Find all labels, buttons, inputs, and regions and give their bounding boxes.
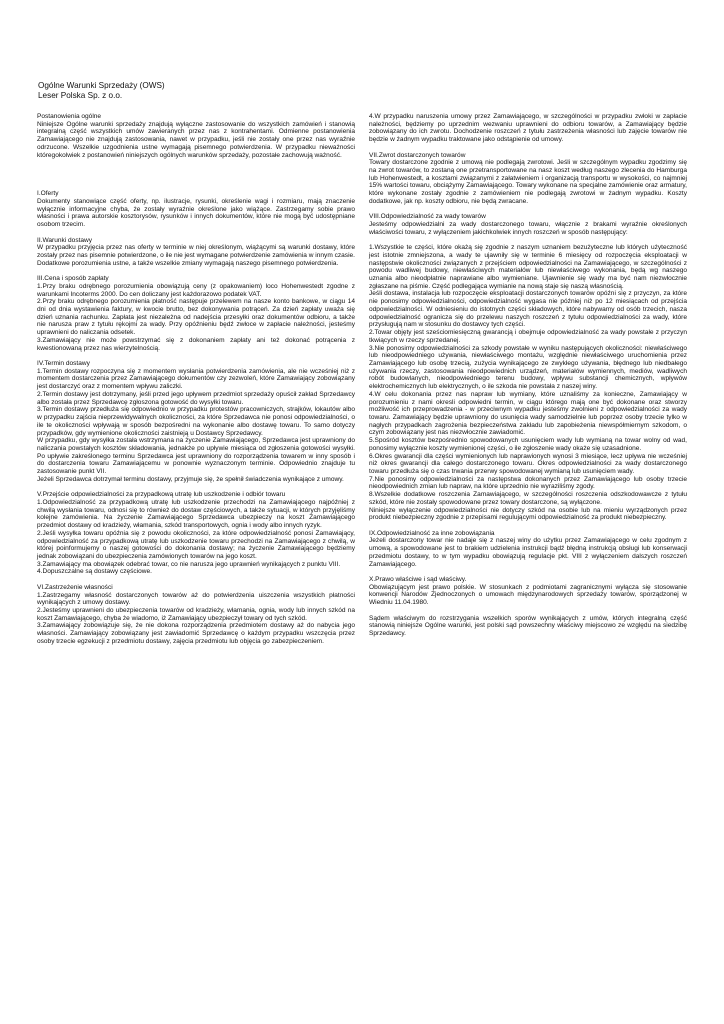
- section-title: VII.Zwrot dostarczonych towarów: [369, 151, 466, 159]
- section-title: II.Warunki dostawy: [37, 236, 93, 244]
- section: [37, 237, 355, 268]
- section-paragraph: 3.Termin dostawy przedłuża się odpowiednio w przypadku protestów pracowniczych, strajków, lokautów albo w przypadku zajścia nieprzewidywalnych okoliczności, za które Sprzedawca nie ponosi odpowiedzialności, o ile te okoliczności wpływają w sposób bezpośredni na wykonanie albo dostawę towaru. To samo dotyczy przypadków, gdy wymienione okoliczności zaistnieją u Dostawcy Sprzedawcy.: [37, 406, 355, 437]
- section-paragraph: [369, 236, 687, 244]
- section-title: IX.Odpowiedzialność za inne zobowiązania: [369, 529, 495, 537]
- company-name: Leser Polska Sp. z o.o.: [38, 91, 123, 100]
- section: [37, 275, 355, 352]
- section-paragraph: 2.Jesteśmy uprawnieni do ubezpieczenia towarów od kradzieży, włamania, ognia, wody lub innych szkód na koszt Zamawiającego, chyba że wiadomo, iż Zamawiający ubezpieczył towary od tych szkód.: [37, 606, 355, 622]
- section-title: X.Prawo właściwe i sąd właściwy.: [369, 576, 467, 583]
- section-title: III.Cena i sposób zapłaty: [37, 275, 109, 283]
- section-paragraph: Jesteśmy odpowiedzialni za wady dostarczonego towaru, włącznie z brakami wyraźnie określonych właściwości towaru, z wyłączeniem jakichkolwiek innych roszczeń w sposób następujący:: [369, 221, 687, 236]
- section-paragraph: 4.W przypadku naruszenia umowy przez Zamawiającego, w szczególności w przypadku zwłoki w zapłacie należności, będziemy po uprzednim wezwaniu uprawnieni do odbioru towarów, a Zamawiający będzie zobowiązany do ich zwrotu. Dochodzenie roszczeń z tytułu zastrzeżenia własności lub zajęcie towarów nie będzie w żadnym wypadku traktowane jako odstąpienie od umowy.: [369, 113, 687, 144]
- section-paragraph: 2.Termin dostawy jest dotrzymany, jeśli przed jego upływem przedmiot sprzedaży opuścił zakład Sprzedawcy albo została przez Sprzedawcę zgłoszona gotowość do wysyłki towaru.: [37, 390, 355, 406]
- section-paragraph: 5.Spośród kosztów bezpośrednio spowodowanych usunięciem wady lub wymianą na towar wolny od wad, ponosimy wyłącznie koszty wymienionej części, o ile zgłoszenie wady okaże się uzasadnione.: [369, 437, 687, 452]
- section-paragraph: Towary dostarczone zgodnie z umową nie podlegają zwrotowi. Jeśli w szczególnym wypadku zgodzimy się na zwrot towarów, to zostaną one przetransportowane na nasz koszt według naszego zlecenia do Hamburga lub Hohenwestedt, a kosztami związanymi z załatwieniem i organizacją transportu w wysokości, co najmniej 15% wartości towaru, obciążymy Zamawiającego. Towary wykonane na specjalne zamówienie oraz armatury, które wykonane zostały zgodnie z zamówieniem nie podlegają zwrotowi w żadnym wypadku. Koszty dodatkowe, jak np. koszty odbioru, nie będą zwracane.: [369, 159, 687, 205]
- section-paragraph: 4.Dopuszczalne są dostawy częściowe.: [37, 568, 152, 576]
- section-paragraph: 2.Przy braku odrębnego porozumienia płatność następuje przelewem na nasze konto bankowe, w ciągu 14 dni od dnia wystawienia faktury, w kwocie brutto, bez dokonywania potrąceń. Za dzień zapłaty uważa się dzień uznania rachunku. Zapłata jest niezależna od nadejścia przesyłki oraz dokumentów odbioru, a także nie narusza praw z tytułu rękojmi za wady. Przy opóźnieniu będź zwłoce w zapłacie należności, jesteśmy uprawnieni do naliczania odsetek.: [37, 298, 355, 337]
- right-column: [369, 113, 687, 645]
- section-paragraph: 3.Nie ponosimy odpowiedzialności za szkody powstałe w wyniku następujących okoliczności: niewłaściwego lub nieodpowiedniego używania, niewłaściwego montażu, względnie niewłaściwego uruchomienia przez Zamawiającego lub osobę trzecią, zużycia wynikającego ze zwykłego używania, błędnego lub niedbałego używania rzeczy, zastosowania nieodpowiednich urządzeń, materiałów wymiennych, mediów, wadliwych robót budowlanych, nieodpowiedniego terenu budowy, wpływu substancji chemicznych, wpływów elektrochemicznych lub elektrycznych, o ile szkoda nie powstała z naszej winy.: [369, 344, 687, 391]
- section-paragraph: 2.Jeśli wysyłka towaru opóźnia się z powodu okoliczności, za które odpowiedzialność ponosi Zamawiający, odpowiedzialność za przypadkową utratę lub uszkodzenie towaru przechodzi na Zamawiającego z chwilą, w której poinformujemy o naszej gotowości do dokonania dostawy; na życzenie Zamawiającego będziemy jednak zobowiązani do ubezpieczenia zamówionych towarów na jego koszt.: [37, 529, 355, 560]
- section: [369, 530, 687, 569]
- section-paragraph: 7.Nie ponosimy odpowiedzialności za następstwa dokonanych przez Zamawiającego lub osoby trzecie nieodpowiednich zmian lub napraw, na które uprzednio nie wyraziliśmy zgody.: [369, 475, 687, 491]
- section-paragraph: 1.Wszystkie te części, które okażą się zgodnie z naszym uznaniem bezużyteczne lub których użyteczność jest istotnie zmniejszona, a wady te ujawniły się w terminie 6 miesięcy od rozpoczęcia eksploatacji w następstwie okoliczności związanych z przejściem odpowiedzialności na Zamawiającego, w szczególności z powodu wadliwej budowy, niewłaściwych materiałów lub niewłaściwego wykonania, będą wg naszego uznania albo nieodpłatnie naprawiane albo wymieniane. Ujawnienie się wady ma być nam niezwłocznie zgłaszane na piśmie. Część podlegająca wymianie na nową staje się naszą własnością.: [369, 244, 687, 290]
- document-title: Ogólne Warunki Sprzedaży (OWS): [38, 81, 165, 90]
- section: [369, 576, 687, 638]
- section-paragraph: 1.Odpowiedzialność za przypadkową utratę lub uszkodzenie przechodzi na Zamawiającego najpóźniej z chwilą wysłania towaru, odnosi się to również do dostaw częściowych, a także sytuacji, w których przyjęliśmy kolejne zamówienia. Na życzenie Zamawiającego Sprzedawca ubezpieczy na koszt Zamawiającego przedmiot dostawy od kradzieży, włamania, szkód transportowych, ognia i wody albo innych ryzyk.: [37, 498, 355, 530]
- section-title: IV.Termin dostawy: [37, 360, 90, 368]
- section: [37, 190, 355, 229]
- section: [37, 360, 355, 484]
- section-title: I.Oferty: [37, 190, 59, 198]
- section-paragraph: 6.Okres gwarancji dla części wymienionych lub naprawionych wynosi 3 miesiące, lecz upływa nie wcześniej niż okres gwarancji dla całego dostarczonego towaru. Okres odpowiedzialności za wady dostarczonego towaru przedłuża się o czas trwania przerwy spowodowanej wymianą lub usunięciem wady.: [369, 452, 687, 475]
- section-paragraph: 3.Zamawiający nie może powstrzymać się z dokonaniem zapłaty ani też dokonać potrącenia z kwestionowaną przez nas wierzytelnością.: [37, 336, 355, 352]
- section-title: VIII.Odpowiedzialność za wady towarów: [369, 213, 486, 221]
- section-paragraph: 1.Termin dostawy rozpoczyna się z momentem wysłania potwierdzenia zamówienia, ale nie wcześniej niż z momentem dostarczenia przez Zamawiającego dokumentów czy zezwoleń, które Zamawiający zobowiązany jest dostarczyć oraz z momentem wpływu zaliczki.: [37, 367, 355, 391]
- section-paragraph: W przypadku, gdy wysyłka została wstrzymana na życzenie Zamawiającego, Sprzedawca jest uprawniony do naliczania powstałych kosztów składowania, jednakże po upływie miesiąca od zgłoszenia gotowości wysyłki. Po upływie zakreślonego terminu Sprzedawca jest uprawniony do rozporządzenia towarem w inny sposób i do dostarczenia towaru Zamawiającemu w ponownie wyznaczonym terminie. Odpowiednio znajduje tu zastosowanie punkt VII.: [37, 437, 355, 476]
- section-paragraph: Jeżeli dostarczony towar nie nadaje się z naszej winy do użytku przez Zamawiającego w celu zgodnym z umową, a spowodowane jest to brakiem udzielenia instrukcji bądź błędną instrukcją obsługi lub konserwacji przedmiotu dostawy, to w tym wypadku obowiązują regulacje pkt. VIII z wyłączeniem dalszych roszczeń Zamawiającego.: [369, 537, 687, 568]
- section: [369, 152, 687, 206]
- section-paragraph: 8.Wszelkie dodatkowe roszczenia Zamawiającego, w szczególności roszczenia odszkodowawcze z tytułu szkód, które nie zostały spowodowane przez towary dostarczone, są wyłączone.: [369, 491, 687, 506]
- section-paragraph: Obowiązującym jest prawo polskie. W stosunkach z podmiotami zagranicznymi wyłącza się stosowanie konwencji Narodów Zjednoczonych o umowach międzynarodowych sprzedaży towarów, sporządzonej w Wiedniu 11.04.1980.: [369, 583, 687, 607]
- section-paragraph: 3.Zamawiający zobowiązuje się, że nie dokona rozporządzenia przedmiotem dostawy aż do nabycia jego własności. Zamawiający zobowiązany jest zawiadomić Sprzedawcę o każdym przypadku wszczęcia przez osoby trzecie egzekucji z przedmiotu dostawy, zajęcia przedmiotu lub objęcia go zabezpieczeniem.: [37, 622, 355, 645]
- document-header: [38, 81, 165, 101]
- section-paragraph: 2.Towar objęty jest sześciomiesięczną gwarancją i obejmuje odpowiedzialność za wady powstałe z przyczyn tkwiących w rzeczy sprzedanej.: [369, 329, 687, 344]
- section-paragraph: Niniejsze Ogólne warunki sprzedaży znajdują wyłączne zastosowanie do wszystkich zamówień i stanowią integralną część wszystkich umów zawieranych przez nas z kontrahentami. Odmienne postanowienia Zamawiającego nie znajdują zastosowania, nawet w przypadku, jeśli nie zostały one przez nas wyraźnie odrzucone. Wszelkie uzgodnienia ustne wymagają pisemnego potwierdzenia. W przypadku nieważności któregokolwiek z postanowień niniejszych ogólnych warunków sprzedaży, pozostałe zachowują ważność.: [37, 120, 355, 159]
- section: [37, 113, 355, 159]
- section-paragraph: 3.Zamawiający ma obowiązek odebrać towar, co nie narusza jego uprawnień wynikających z punktu VIII.: [37, 560, 341, 568]
- section-title: Postanowienia ogólne: [37, 113, 102, 120]
- section-paragraph: 1.Przy braku odrębnego porozumienia obowiązują ceny (z opakowaniem) loco Hohenwestedt zgodne z warunkami Incoterms 2000. Do cen doliczany jest każdorazowo podatek VAT.: [37, 282, 355, 298]
- section-paragraph: Jeżeli Sprzedawca dotrzymał terminu dostawy, przyjmuje się, że spełnił świadczenia wynikające z umowy.: [37, 475, 344, 483]
- section-paragraph: Niniejsze wyłączenie odpowiedzialności nie dotyczy szkód na osobie lub na mieniu wyrządzonych przez produkt niebezpieczny zgodnie z przepisami regulującymi odpowiedzialność za produkt niebezpieczny.: [369, 506, 687, 522]
- section: [369, 113, 687, 144]
- section-paragraph: Sądem właściwym do rozstrzygania wszelkich sporów wynikających z umów, których integralną część stanowią niniejsze Ogólne warunki, jest polski sąd powszechny właściwy miejscowo ze względu na siedzibę Sprzedawcy.: [369, 614, 687, 638]
- section: [37, 491, 355, 576]
- section-title: VI.Zastrzeżenie własności: [37, 583, 113, 591]
- section-title: V.Przejście odpowiedzialności za przypadkową utratę lub uszkodzenie i odbiór towaru: [37, 491, 286, 499]
- section: [369, 213, 687, 522]
- section-paragraph: 4.W celu dokonania przez nas napraw lub wymiany, które uznaliśmy za konieczne, Zamawiający w porozumieniu z nami okresli odpowiedni termin, w ciągu którego mają one być dokonane oraz stworzy możliwość ich przeprowadzenia - w przeciwnym wypadku jesteśmy zwolnieni z odpowiedzialności za wady towaru. Zamawiający będzie uprawniony do usunięcia wady samodzielnie lub poprzez osoby trzecie tylko w nagłych przypadkach zagrożenia bezpieczeństwa zakładu lub zapobieżenia niewspółmiernym szkodom, o czym zobowiązany jest nas niezwłocznie zawiadomić.: [369, 390, 687, 437]
- section-paragraph: W przypadku przyjęcia przez nas oferty w terminie w niej określonym, wiążącymi są warunki dostawy, które zostały przez nas pisemnie potwierdzone, o ile nie jest wymagane potwierdzenie zamówienia w innym czasie. Dodatkowe porozumienia ustne, a także wszelkie zmiany wymagają naszego pisemnego potwierdzenia.: [37, 244, 355, 267]
- section: [37, 584, 355, 646]
- section-paragraph: Jeśli dostawa, instalacja lub rozpoczęcie eksploatacji dostarczonych towarów opóźni się z przyczyn, za które nie ponosimy odpowiedzialności, odpowiedzialność wygasa nie później niż po 12 miesiącach od przejścia odpowiedzialności. W odniesieniu do istotnych części składowych, które nabywamy od osób trzecich, nasza odpowiedzialność ogranicza się do przelewu naszych roszczeń z tytułu odpowiedzialności za wady, które przysługują nam w stosunku do dostawcy tych części.: [369, 290, 687, 329]
- left-column: [37, 113, 355, 653]
- section-paragraph: Dokumenty stanowiące część oferty, np. ilustracje, rysunki, określenie wagi i rozmiaru, mają znaczenie wyłącznie informacyjne chyba, że zostały wyraźnie określone jako wiążące. Zastrzegamy sobie prawo własności i prawa autorskie kosztorysów, rysunków i innych dokumentów, które nie mogą być udostępniane osobom trzecim.: [37, 198, 355, 229]
- section-paragraph: 1.Zastrzegamy własność dostarczonych towarów aż do potwierdzenia uiszczenia wszystkich płatności wynikających z umowy dostawy.: [37, 591, 355, 607]
- section-paragraph: [369, 607, 687, 615]
